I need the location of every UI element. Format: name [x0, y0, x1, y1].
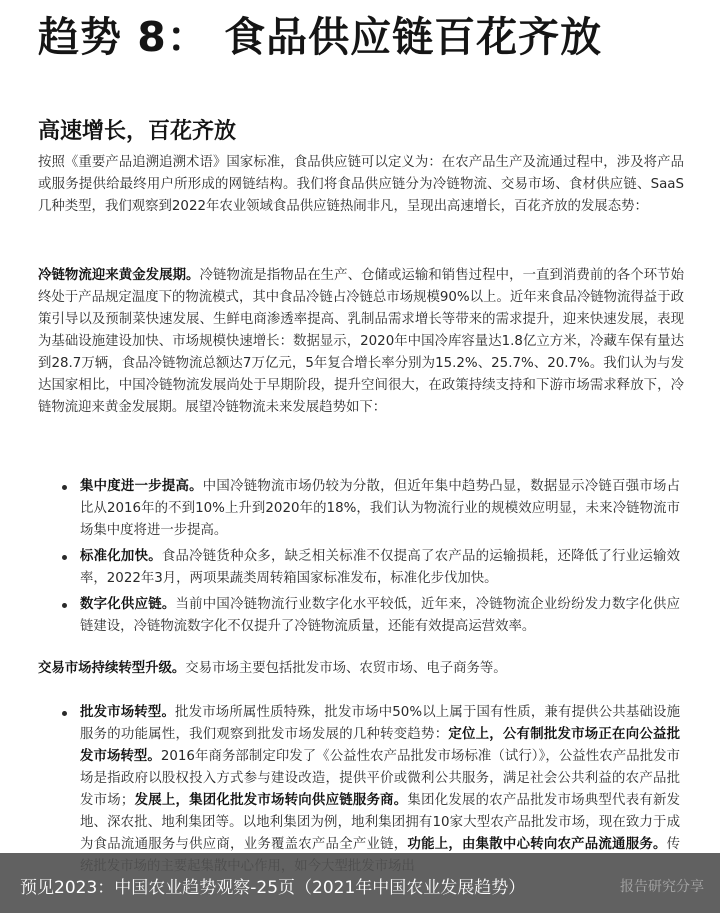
bullet-text: 集团化发展的农产品批发市场典型代表有新发地、深农批、地利集团等。以地利集团为例，地利集团拥有10家大型农产品批发市场，现在致力于成为食品流通服务与供应商，业务覆盖农产品全产业链，: [80, 793, 681, 852]
bullet-text: 批发市场所属性质特殊，批发市场中50%以上属于国有性质，兼有提供公共基础设施服务的功能属性，我们观察到批发市场发展的几种转变趋势：: [80, 705, 681, 742]
bullet-dot-icon: [62, 555, 67, 560]
bullet-text: 食品冷链货种众多，缺乏相关标准不仅提高了农产品的运输损耗，还降低了行业运输效率，2022年3月，两项果蔬类周转箱国家标准发布，标准化步伐加快。: [80, 549, 681, 586]
market-text: 交易市场主要包括批发市场、农贸市场、电子商务等。: [185, 661, 507, 676]
market-heading: 交易市场持续转型升级。: [38, 661, 186, 676]
page-title: 趋势 8： 食品供应链百花齐放: [38, 13, 603, 61]
intro-paragraph: [38, 152, 684, 218]
bullet-text: 传: [666, 837, 681, 852]
bullet-bold-text: 发展上，集团化批发市场转向供应链服务商。: [134, 793, 408, 808]
section-subtitle: 高速增长，百花齐放: [38, 119, 237, 144]
bullet-text: 当前中国冷链物流行业数字化水平较低，近年来，冷链物流企业纷纷发力数字化供应链建设，冷链物流数字化不仅提升了冷链物流质量，还能有效提高运营效率。: [80, 597, 681, 634]
market-paragraph: [38, 658, 684, 680]
bullet-bold-text: 由集散中心转向农产品流通服务。: [462, 837, 667, 852]
bullet-wholesale-market: [80, 702, 680, 878]
cold-chain-paragraph: [38, 265, 684, 419]
bullet-heading: 集中度进一步提高。: [80, 479, 203, 494]
bullet-concentration: [80, 476, 680, 542]
intro-text: 按照《重要产品追溯追溯术语》国家标准，食品供应链可以定义为：在农产品生产及流通过程中，涉及将产品或服务提供给最终用户所形成的网链结构。我们将食品供应链分为冷链物流、交易市场、食材供应链、SaaS几种类型，我们观察到2022年农业领域食品供应链热闹非凡，呈现出高速增长，百花齐放的发展态势：: [38, 155, 684, 214]
bullet-dot-icon: [62, 485, 67, 490]
bullet-heading: 批发市场转型。: [80, 705, 176, 720]
cold-chain-text: 冷链物流是指物品在生产、仓储或运输和销售过程中，一直到消费前的各个环节始终处于产品规定温度下的物流模式，其中食品冷链占冷链总市场规模90%以上。近年来食品冷链物流得益于政策引导以及预制菜快速发展、生鲜电商渗透率提高、乳制品需求增长等带来的需求提升，迎来快速发展，表现为基础设施建设加快、市场规模快速增长：数据显示，2020年中国冷库容量达1.8亿立方米，冷藏车保有量达到28.7万辆，食品冷链物流总额达7万亿元，5年复合增长率分别为15.2%、25.7%、20.7%。我们认为与发达国家相比，中国冷链物流发展尚处于早期阶段，提升空间很大，在政策持续支持和下游市场需求释放下，冷链物流迎来黄金发展期。展望冷链物流未来发展趋势如下：: [38, 268, 685, 415]
caption-text: 预见2023：中国农业趋势观察-25页（2021年中国农业发展趋势）: [20, 878, 526, 898]
bullet-dot-icon: [62, 603, 67, 608]
bullet-heading: 数字化供应链。: [80, 597, 176, 612]
watermark-text: 报告研究分享: [620, 879, 704, 895]
caption-bar: [0, 853, 720, 913]
bullet-digital-supply-chain: [80, 594, 680, 638]
bullet-text: 中国冷链物流市场仍较为分散，但近年集中趋势凸显，数据显示冷链百强市场占比从2016年的不到10%上升到2020年的18%，我们认为物流行业的规模效应明显，未来冷链物流市场集中度将进一步提高。: [80, 479, 680, 538]
bullet-text: 2016年商务部制定印发了《公益性农产品批发市场标准（试行）》，公益性农产品批发市场是指政府以股权投入方式参与建设改造，提供平价或微利公共服务，满足社会公共利益的农产品批发市场；: [80, 749, 680, 808]
bullet-dot-icon: [62, 711, 67, 716]
bullet-standardization: [80, 546, 680, 590]
bullet-heading: 标准化加快。: [80, 549, 162, 564]
bullet-bold-text: 定位上，公有制批发市场正在向公益批发市场转型。: [80, 727, 681, 764]
cold-chain-heading: 冷链物流迎来黄金发展期。: [38, 268, 200, 283]
bullet-bold-text: 功能上，: [407, 837, 462, 852]
